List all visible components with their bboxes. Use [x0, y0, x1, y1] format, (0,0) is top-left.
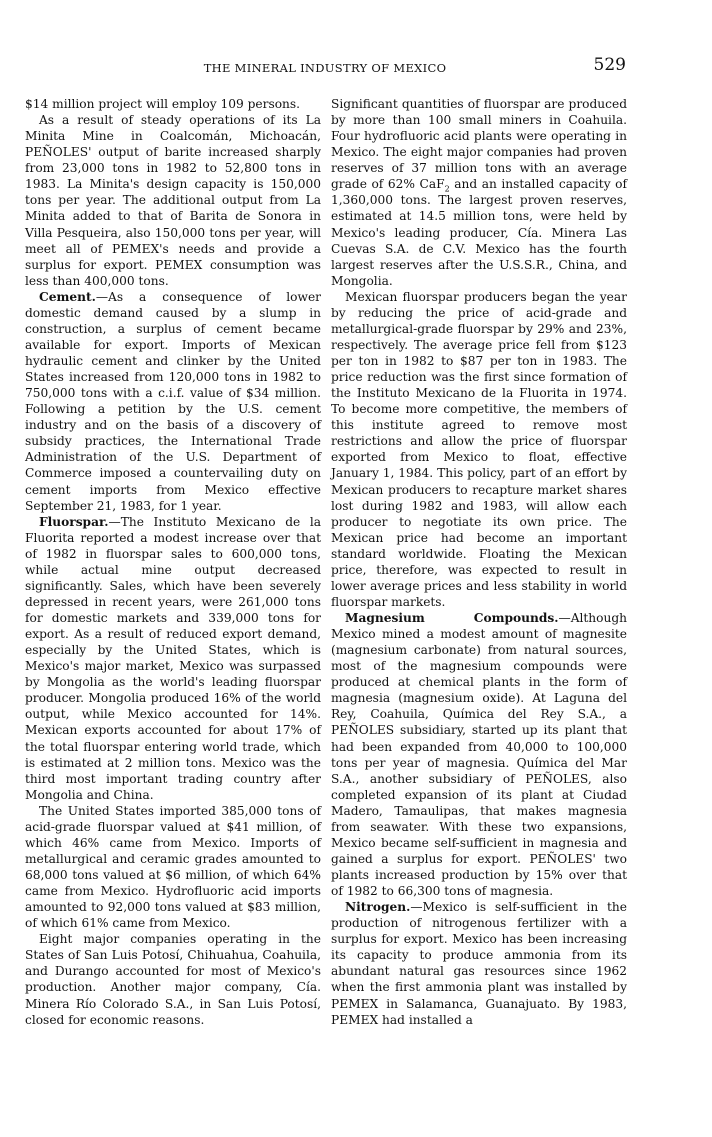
- paragraph-major-companies: Eight major companies operating in the States of San Luis Potosí, Chihuahua, Coahuila, and Durango accounted for most of Mexico's production. Another major company, Cía. Minera Río Colorado S.A., in San Luis Potosí, closed for economic reasons.: [25, 932, 321, 1027]
- section-magnesium: [331, 610, 627, 899]
- right-column: [331, 96, 627, 1028]
- section-text-fluorspar: —The Instituto Mexicano de la Fluorita reported a modest increase over that of 1982 in fluorspar sales to 600,000 tons, while actual mine output decreased significantly. Sales, which have been severely depressed in recent years, were 261,000 tons for domestic markets and 339,000 tons for export. As a result of reduced export demand, especially by the United States, which is Mexico's major market, Mexico was surpassed by Mongolia as the world's leading fluorspar producer. Mongolia produced 16% of the world output, while Mexico accounted for 14%. Mexican exports accounted for about 17% of the total fluorspar entering world trade, which is estimated at 2 million tons. Mexico was the third most important trading country after Mongolia and China.: [25, 514, 321, 802]
- running-header: [24, 55, 626, 78]
- section-heading-fluorspar: Fluorspar.: [39, 514, 109, 529]
- section-text-nitrogen: —Mexico is self-sufficient in the production of nitrogenous fertilizer with a surplus for export. Mexico has been increasing its capacity to produce ammonia from its abundant natural gas resources since 1962 when the first ammonia plant was installed by PEMEX in Salamanca, Guanajuato. By 1983, PEMEX had installed a: [331, 900, 627, 1027]
- section-heading-cement: Cement.: [39, 289, 96, 304]
- section-cement: [25, 289, 321, 514]
- paragraph-barite: As a result of steady operations of its La Minita Mine in Coalcomán, Michoacán, PEÑOLES' output of barite increased sharply from 23,000 tons in 1982 to 52,800 tons in 1983. La Minita's design capacity is 150,000 tons per year. The additional output from La Minita added to that of Barita de Sonora in Villa Pesqueira, also 150,000 tons per year, will meet all of PEMEX's needs and provide a surplus for export. PEMEX consumption was less than 400,000 tons.: [25, 113, 321, 288]
- section-nitrogen: [331, 899, 627, 1028]
- page-number: 529: [593, 55, 626, 75]
- running-title: THE MINERAL INDUSTRY OF MEXICO: [203, 61, 447, 75]
- reserves-text-a: Significant quantities of fluorspar are produced by more than 100 small miners in Coahuila. Four hydrofluoric acid plants were operating in Mexico. The eight major companies had proven reserves of 37 million tons with an average grade of 62% CaF: [331, 97, 627, 192]
- paragraph-reserves: [331, 96, 627, 289]
- paragraph-us-imports: The United States imported 385,000 tons of acid-grade fluorspar valued at $41 million, of which 46% came from Mexico. Imports of metallurgical and ceramic grades amounted to 68,000 tons valued at $6 million, of which 64% came from Mexico. Hydrofluoric acid imports amounted to 92,000 tons valued at $83 million, of which 61% came from Mexico.: [25, 803, 321, 931]
- paragraph-pricing: Mexican fluorspar producers began the year by reducing the price of acid-grade and metallurgical-grade fluorspar by 29% and 23%, respectively. The average price fell from $123 per ton in 1982 to $87 per ton in 1983. The price reduction was the first since formation of the Instituto Mexicano de la Fluorita in 1974. To become more competitive, the members of this institute agreed to remove most restrictions and allow the price of fluorspar exported from Mexico to float, effective January 1, 1984. This policy, part of an effort by Mexican producers to recapture market shares lost during 1982 and 1983, will allow each producer to negotiate its own price. The Mexican price had become an important standard worldwide. Floating the Mexican price, therefore, was expected to result in lower average prices and less stability in world fluorspar markets.: [331, 289, 627, 609]
- left-column: [25, 96, 321, 1028]
- subscript-2: 2: [444, 184, 450, 194]
- paragraph-continuation: $14 million project will employ 109 persons.: [25, 97, 301, 111]
- section-heading-magnesium: Magnesium Compounds.: [345, 611, 559, 625]
- section-heading-nitrogen: Nitrogen.: [345, 900, 411, 915]
- section-fluorspar: [25, 514, 321, 803]
- reserves-text-b: and an installed capacity of 1,360,000 tons. The largest proven reserves, estimated at 14.5 million tons, were held by Mexico's leading producer, Cía. Minera Las Cuevas S.A. de C.V. Mexico has the fourth largest reserves after the U.S.S.R., China, and Mongolia.: [331, 177, 627, 288]
- section-text-magnesium: —Although Mexico mined a modest amount of magnesite (magnesium carbonate) from natural sources, most of the magnesium compounds were produced at chemical plants in the form of magnesia (magnesium oxide). At Laguna del Rey, Coahuila, Química del Rey S.A., a PEÑOLES subsidiary, started up its plant that had been expanded from 40,000 to 100,000 tons per year of magnesia. Química del Mar S.A., another subsidiary of PEÑOLES, also completed expansion of its plant at Ciudad Madero, Tamaulipas, that makes magnesia from seawater. With these two expansions, Mexico became self-sufficient in magnesia and gained a surplus for export. PEÑOLES' two plants increased production by 15% over that of 1982 to 66,300 tons of magnesia.: [331, 611, 627, 899]
- section-text-cement: —As a consequence of lower domestic demand caused by a slump in construction, a surplus of cement became available for export. Imports of Mexican hydraulic cement and clinker by the United States increased from 120,000 tons in 1982 to 750,000 tons with a c.i.f. value of $34 million. Following a petition by the U.S. cement industry and on the basis of a discovery of subsidy practices, the International Trade Administration of the U.S. Department of Commerce imposed a countervailing duty on cement imports from Mexico effective September 21, 1983, for 1 year.: [25, 289, 321, 513]
